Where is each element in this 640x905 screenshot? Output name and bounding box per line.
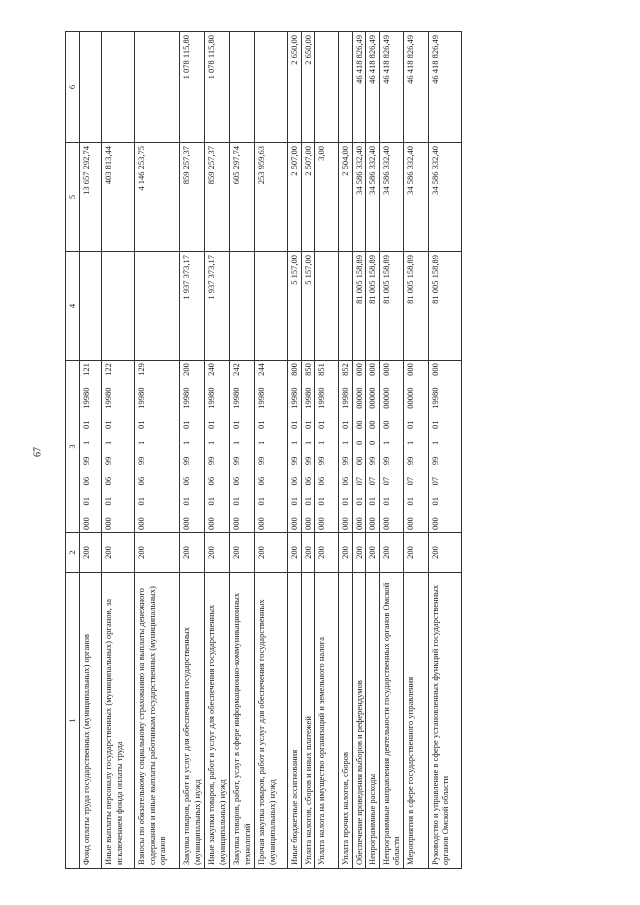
row-col6-cell: 1 078 115,80 xyxy=(180,32,205,143)
row-col4-cell: 81 005 158,89 xyxy=(352,252,366,361)
table-row xyxy=(379,32,403,869)
code-segment: 00000 xyxy=(353,387,364,409)
table-row xyxy=(403,32,428,869)
row-name-cell: Уплата прочих налогов, сборов xyxy=(339,573,353,869)
code-segment: 01 xyxy=(81,497,91,506)
row-col4-cell xyxy=(339,252,353,361)
code-segment: 00000 xyxy=(380,387,391,409)
code-segment: 99 xyxy=(404,456,415,466)
code-segment: 06 xyxy=(316,476,326,486)
row-col2-cell: 200 xyxy=(428,533,461,573)
code-segment: 01 xyxy=(103,497,113,506)
table-row xyxy=(339,32,353,869)
row-name-cell: Обеспечение проведения выборов и референдумов xyxy=(352,573,366,869)
row-code-cell xyxy=(255,361,288,533)
code-segment: 852 xyxy=(340,363,350,376)
code-segment: 99 xyxy=(340,456,350,466)
code-segment: 1 xyxy=(136,440,146,445)
code-segment: 242 xyxy=(231,363,241,376)
code-segments xyxy=(430,363,441,530)
code-segment: 1 xyxy=(103,440,113,445)
code-segment: 01 xyxy=(231,420,241,429)
row-name-cell: Уплата налогов, сборов и иных платежей xyxy=(301,573,315,869)
table-row xyxy=(80,32,102,869)
row-col5-cell: 34 586 332,40 xyxy=(352,143,366,252)
row-col2-cell: 200 xyxy=(379,533,403,573)
code-segment: 99 xyxy=(103,456,113,466)
code-segment: 99 xyxy=(367,456,377,466)
row-col2-cell: 200 xyxy=(230,533,255,573)
row-col5-cell: 34 586 332,40 xyxy=(379,143,403,252)
code-segment: 000 xyxy=(316,517,326,530)
row-code-cell xyxy=(180,361,205,533)
row-code-cell xyxy=(102,361,135,533)
code-segment: 06 xyxy=(181,476,191,486)
row-col4-cell xyxy=(230,252,255,361)
code-segment: 1 xyxy=(231,440,241,445)
page-number: 67 xyxy=(32,447,44,457)
code-segment: 000 xyxy=(404,363,415,376)
code-segments xyxy=(181,363,192,530)
code-segment: 1 xyxy=(380,440,391,445)
row-name-cell: Мероприятия в сфере государственного управления xyxy=(403,573,428,869)
code-segments xyxy=(289,363,300,530)
row-col6-cell: 2 650,00 xyxy=(288,32,302,143)
code-segment: 000 xyxy=(103,517,113,530)
code-segment: 99 xyxy=(380,456,391,466)
code-segment: 06 xyxy=(103,476,113,486)
code-segment: 07 xyxy=(404,476,415,486)
code-segment: 00000 xyxy=(404,387,415,409)
table-row xyxy=(255,32,288,869)
code-segment: 99 xyxy=(136,456,146,466)
row-col4-cell xyxy=(135,252,180,361)
header-col-6: 6 xyxy=(66,32,80,143)
table-row xyxy=(180,32,205,869)
code-segment: 000 xyxy=(231,517,241,530)
code-segment: 99 xyxy=(231,456,241,466)
header-col-1: 1 xyxy=(66,573,80,869)
table-row xyxy=(230,32,255,869)
code-segment: 00 xyxy=(353,420,364,429)
row-col5-cell: 2 507,00 xyxy=(288,143,302,252)
code-segment: 01 xyxy=(316,420,326,429)
code-segment: 244 xyxy=(256,363,266,376)
code-segment: 01 xyxy=(340,497,350,506)
header-col-5: 5 xyxy=(66,143,80,252)
table-row xyxy=(301,32,315,869)
row-col5-cell: 403 813,44 xyxy=(102,143,135,252)
code-segment: 129 xyxy=(136,363,146,376)
code-segment: 99 xyxy=(256,456,266,466)
table-row xyxy=(135,32,180,869)
code-segment: 01 xyxy=(206,420,216,429)
row-code-cell xyxy=(339,361,353,533)
row-col6-cell: 46 418 826,49 xyxy=(428,32,461,143)
code-segment: 000 xyxy=(206,517,216,530)
row-col4-cell xyxy=(255,252,288,361)
row-col4-cell: 1 937 373,17 xyxy=(205,252,230,361)
code-segment: 06 xyxy=(81,476,91,486)
row-col2-cell: 200 xyxy=(288,533,302,573)
code-segment: 000 xyxy=(181,517,191,530)
code-segment: 06 xyxy=(256,476,266,486)
code-segment: 01 xyxy=(353,497,364,506)
row-col6-cell: 46 418 826,49 xyxy=(352,32,366,143)
code-segment: 01 xyxy=(429,497,440,506)
code-segment: 01 xyxy=(206,497,216,506)
row-col6-cell: 46 418 826,49 xyxy=(366,32,380,143)
code-segments xyxy=(231,363,242,530)
code-segment: 121 xyxy=(81,363,91,376)
row-name-cell: Закупка товаров, работ и услуг для обеспечения государственных (муниципальных) нужд xyxy=(180,573,205,869)
code-segment: 1 xyxy=(404,440,415,445)
code-segments xyxy=(340,363,351,530)
code-segment: 1 xyxy=(206,440,216,445)
code-segment: 00000 xyxy=(367,387,377,409)
code-segment: 000 xyxy=(429,363,440,376)
code-segment: 07 xyxy=(429,476,440,486)
code-segment: 99 xyxy=(206,456,216,466)
row-name-cell: Закупка товаров, работ, услуг в сфере информационно-коммуникационных технологий xyxy=(230,573,255,869)
code-segment: 1 xyxy=(429,440,440,445)
row-col4-cell: 5 157,00 xyxy=(301,252,315,361)
row-col5-cell: 859 257,37 xyxy=(205,143,230,252)
row-col6-cell: 46 418 826,49 xyxy=(403,32,428,143)
code-segment: 19980 xyxy=(289,387,299,409)
code-segment: 00 xyxy=(367,420,377,429)
table-row xyxy=(205,32,230,869)
row-col5-cell: 605 297,74 xyxy=(230,143,255,252)
row-code-cell xyxy=(428,361,461,533)
row-name-cell: Иные выплаты персоналу государственных (муниципальных) органов, за исключением фонда оплаты труда xyxy=(102,573,135,869)
row-name-cell: Иные закупки товаров, работ и услуг для обеспечения государственных (муниципальных) нужд xyxy=(205,573,230,869)
code-segment: 01 xyxy=(103,420,113,429)
row-col5-cell: 34 586 332,40 xyxy=(403,143,428,252)
row-col5-cell: 4 146 253,75 xyxy=(135,143,180,252)
row-code-cell xyxy=(315,361,339,533)
row-col4-cell: 1 937 373,17 xyxy=(180,252,205,361)
code-segment: 000 xyxy=(256,517,266,530)
code-segment: 19980 xyxy=(181,387,191,409)
code-segment: 06 xyxy=(136,476,146,486)
row-col2-cell: 200 xyxy=(205,533,230,573)
table-row xyxy=(288,32,302,869)
code-segment: 07 xyxy=(380,476,391,486)
row-col5-cell: 13 657 292,74 xyxy=(80,143,102,252)
code-segment: 06 xyxy=(231,476,241,486)
code-segment: 99 xyxy=(316,456,326,466)
code-segment: 01 xyxy=(380,497,391,506)
row-col2-cell: 200 xyxy=(180,533,205,573)
code-segment: 99 xyxy=(302,456,313,466)
row-col6-cell xyxy=(80,32,102,143)
row-col4-cell: 5 157,00 xyxy=(288,252,302,361)
table-row xyxy=(352,32,366,869)
code-segments xyxy=(381,363,392,530)
code-segment: 000 xyxy=(340,517,350,530)
code-segments xyxy=(316,363,327,530)
code-segment: 99 xyxy=(181,456,191,466)
code-segment: 01 xyxy=(302,497,313,506)
row-col6-cell xyxy=(255,32,288,143)
code-segment: 01 xyxy=(289,420,299,429)
code-segment: 200 xyxy=(181,363,191,376)
code-segment: 000 xyxy=(380,517,391,530)
row-col6-cell xyxy=(102,32,135,143)
code-segments xyxy=(405,363,416,530)
row-code-cell xyxy=(135,361,180,533)
row-code-cell xyxy=(379,361,403,533)
row-col2-cell: 200 xyxy=(315,533,339,573)
code-segment: 01 xyxy=(231,497,241,506)
row-code-cell xyxy=(403,361,428,533)
row-col2-cell: 200 xyxy=(352,533,366,573)
row-code-cell xyxy=(301,361,315,533)
table-row xyxy=(366,32,380,869)
row-col4-cell: 81 005 158,89 xyxy=(428,252,461,361)
table-row xyxy=(315,32,339,869)
row-col5-cell: 2 507,00 xyxy=(301,143,315,252)
code-segment: 1 xyxy=(340,440,350,445)
row-col5-cell: 34 586 332,40 xyxy=(366,143,380,252)
code-segment: 240 xyxy=(206,363,216,376)
header-col-3: 3 xyxy=(66,361,80,533)
row-col6-cell: 46 418 826,49 xyxy=(379,32,403,143)
code-segment: 1 xyxy=(302,440,313,445)
code-segment: 000 xyxy=(302,517,313,530)
header-col-2: 2 xyxy=(66,533,80,573)
row-col4-cell: 81 005 158,89 xyxy=(379,252,403,361)
code-segment: 01 xyxy=(256,420,266,429)
row-code-cell xyxy=(205,361,230,533)
row-name-cell: Непрограммные направления деятельности государственных органов Омской области xyxy=(379,573,403,869)
code-segment: 000 xyxy=(367,363,377,376)
row-col2-cell: 200 xyxy=(366,533,380,573)
code-segment: 850 xyxy=(302,363,313,376)
code-segment: 1 xyxy=(289,440,299,445)
rotated-table-sheet xyxy=(65,32,462,869)
row-col4-cell xyxy=(315,252,339,361)
row-name-cell: Фонд оплаты труда государственных (муниципальных) органов xyxy=(80,573,102,869)
code-segment: 99 xyxy=(81,456,91,466)
code-segment: 01 xyxy=(302,420,313,429)
code-segment: 000 xyxy=(353,363,364,376)
code-segment: 000 xyxy=(429,517,440,530)
code-segment: 06 xyxy=(289,476,299,486)
code-segments xyxy=(367,363,378,530)
table-row xyxy=(428,32,461,869)
code-segment: 1 xyxy=(81,440,91,445)
row-code-cell xyxy=(230,361,255,533)
table-row xyxy=(102,32,135,869)
code-segment: 01 xyxy=(404,497,415,506)
code-segment: 06 xyxy=(302,476,313,486)
row-name-cell: Прочая закупка товаров, работ и услуг для обеспечения государственных (муниципальных) нужд xyxy=(255,573,288,869)
row-col6-cell: 2 650,00 xyxy=(301,32,315,143)
code-segment: 19980 xyxy=(340,387,350,409)
row-col5-cell: 859 257,37 xyxy=(180,143,205,252)
code-segment: 0 xyxy=(367,440,377,445)
code-segment: 01 xyxy=(256,497,266,506)
code-segment: 01 xyxy=(429,420,440,429)
code-segment: 01 xyxy=(289,497,299,506)
row-col2-cell: 200 xyxy=(80,533,102,573)
row-name-cell: Взносы по обязательному социальному страхованию на выплаты денежного содержания и иные выплаты работникам государственных (муниципальных) органов xyxy=(135,573,180,869)
code-segment: 000 xyxy=(353,517,364,530)
code-segment: 00 xyxy=(353,456,364,466)
code-segment: 19980 xyxy=(206,387,216,409)
row-col4-cell: 81 005 158,89 xyxy=(366,252,380,361)
code-segment: 00 xyxy=(380,420,391,429)
row-name-cell: Непрограммные расходы xyxy=(366,573,380,869)
code-segment: 01 xyxy=(181,420,191,429)
row-col6-cell: 1 078 115,80 xyxy=(205,32,230,143)
code-segment: 1 xyxy=(181,440,191,445)
code-segment: 07 xyxy=(353,476,364,486)
code-segment: 19980 xyxy=(231,387,241,409)
code-segments xyxy=(136,363,147,530)
row-col6-cell xyxy=(135,32,180,143)
code-segment: 99 xyxy=(289,456,299,466)
code-segment: 851 xyxy=(316,363,326,376)
row-code-cell xyxy=(366,361,380,533)
code-segment: 99 xyxy=(429,456,440,466)
row-col4-cell: 81 005 158,89 xyxy=(403,252,428,361)
row-col6-cell xyxy=(315,32,339,143)
code-segment: 0 xyxy=(353,440,364,445)
code-segment: 01 xyxy=(136,420,146,429)
code-segment: 000 xyxy=(367,517,377,530)
code-segments xyxy=(303,363,314,530)
row-col2-cell: 200 xyxy=(102,533,135,573)
code-segment: 000 xyxy=(289,517,299,530)
row-col2-cell: 200 xyxy=(255,533,288,573)
row-col5-cell: 2 504,00 xyxy=(339,143,353,252)
row-code-cell xyxy=(80,361,102,533)
code-segment: 000 xyxy=(404,517,415,530)
row-col2-cell: 200 xyxy=(301,533,315,573)
row-code-cell xyxy=(288,361,302,533)
budget-table xyxy=(65,31,462,869)
row-name-cell: Руководство и управление в сфере установленных функций государственных органов Омской области xyxy=(428,573,461,869)
code-segment: 01 xyxy=(367,497,377,506)
header-col-4: 4 xyxy=(66,252,80,361)
code-segment: 000 xyxy=(380,363,391,376)
code-segment: 07 xyxy=(367,476,377,486)
code-segment: 06 xyxy=(340,476,350,486)
code-segment: 800 xyxy=(289,363,299,376)
row-code-cell xyxy=(352,361,366,533)
code-segment: 19980 xyxy=(256,387,266,409)
row-name-cell: Иные бюджетные ассигнования xyxy=(288,573,302,869)
table-header-row xyxy=(66,32,80,869)
row-col2-cell: 200 xyxy=(339,533,353,573)
code-segment: 1 xyxy=(256,440,266,445)
code-segment: 01 xyxy=(404,420,415,429)
code-segments xyxy=(354,363,365,530)
row-col6-cell xyxy=(339,32,353,143)
row-col2-cell: 200 xyxy=(135,533,180,573)
code-segment: 01 xyxy=(136,497,146,506)
row-col5-cell: 3,00 xyxy=(315,143,339,252)
code-segment: 01 xyxy=(181,497,191,506)
row-col4-cell xyxy=(102,252,135,361)
row-col5-cell: 34 586 332,40 xyxy=(428,143,461,252)
code-segment: 000 xyxy=(136,517,146,530)
code-segment: 19980 xyxy=(81,387,91,409)
row-col2-cell: 200 xyxy=(403,533,428,573)
code-segment: 19980 xyxy=(302,387,313,409)
code-segment: 06 xyxy=(206,476,216,486)
row-col6-cell xyxy=(230,32,255,143)
code-segments xyxy=(81,363,92,530)
row-name-cell: Уплата налога на имущество организаций и земельного налога xyxy=(315,573,339,869)
code-segment: 19980 xyxy=(429,387,440,409)
code-segments xyxy=(103,363,114,530)
code-segment: 000 xyxy=(81,517,91,530)
code-segment: 1 xyxy=(316,440,326,445)
code-segment: 19980 xyxy=(103,387,113,409)
code-segment: 01 xyxy=(81,420,91,429)
row-col4-cell xyxy=(80,252,102,361)
code-segments xyxy=(256,363,267,530)
row-col5-cell: 253 959,63 xyxy=(255,143,288,252)
code-segment: 01 xyxy=(340,420,350,429)
code-segment: 01 xyxy=(316,497,326,506)
code-segment: 122 xyxy=(103,363,113,376)
code-segments xyxy=(206,363,217,530)
code-segment: 19980 xyxy=(316,387,326,409)
code-segment: 19980 xyxy=(136,387,146,409)
